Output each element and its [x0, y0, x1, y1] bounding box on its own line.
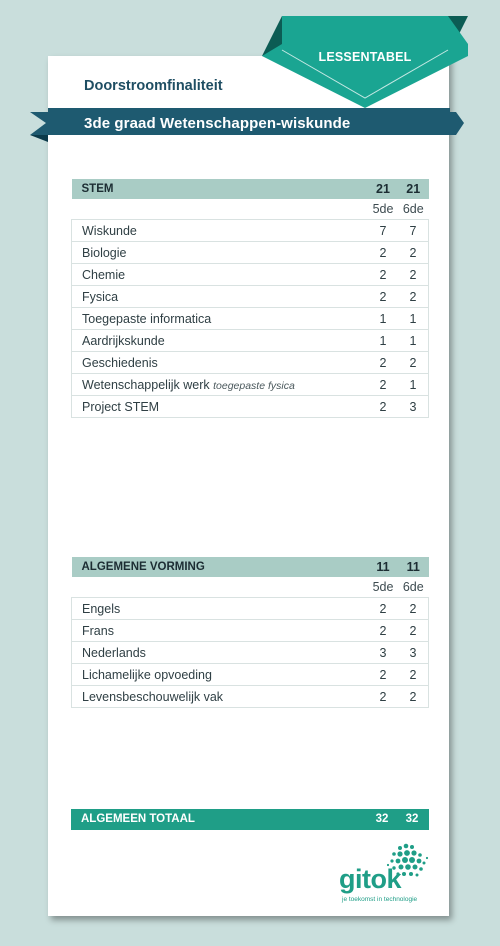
subject-name: Engels: [72, 598, 369, 620]
table-row: [72, 598, 429, 620]
year-label-5: 5de: [372, 202, 394, 216]
hours-5: 2: [368, 374, 398, 396]
subject-name: Wetenschappelijk werk: [82, 377, 210, 392]
table-row: [72, 664, 429, 686]
hours-5: 3: [368, 642, 398, 664]
subject-name-with-note: [72, 374, 369, 396]
hours-6: 2: [398, 664, 429, 686]
logo-tagline: je toekomst in technologie: [342, 896, 418, 903]
table-row: [72, 620, 429, 642]
subject-name: Nederlands: [72, 642, 369, 664]
hours-6: 1: [398, 308, 429, 330]
stem-header-row: [72, 179, 429, 199]
hours-6: 7: [398, 220, 429, 242]
subject-name: Fysica: [72, 286, 369, 308]
hours-5: 2: [368, 242, 398, 264]
total-label: ALGEMEEN TOTAAL: [81, 813, 195, 825]
banner: [30, 108, 464, 142]
algemene-title: ALGEMENE VORMING: [72, 557, 369, 577]
hours-6: 2: [398, 242, 429, 264]
logo-wordmark: gitok: [339, 864, 401, 894]
algemene-total-6: 11: [398, 557, 429, 577]
hours-6: 1: [398, 330, 429, 352]
table-row: [72, 264, 429, 286]
subject-name: Lichamelijke opvoeding: [72, 664, 369, 686]
year-label-6: 6de: [402, 202, 424, 216]
stem-table: [71, 179, 429, 418]
subject-name: Toegepaste informatica: [72, 308, 369, 330]
algemene-years-row: [72, 577, 429, 598]
hours-6: 3: [398, 642, 429, 664]
hours-5: 2: [368, 396, 398, 418]
subject-name: Geschiedenis: [72, 352, 369, 374]
ribbon-label: LESSENTABEL: [318, 50, 412, 64]
algemene-header-row: [72, 557, 429, 577]
hours-6: 2: [398, 286, 429, 308]
table-row: [72, 352, 429, 374]
total-6: 32: [405, 813, 419, 825]
stem-total-6: 21: [398, 179, 429, 199]
subject-name: Aardrijkskunde: [72, 330, 369, 352]
stem-years-row: [72, 199, 429, 220]
table-row: [72, 286, 429, 308]
table-row: [72, 374, 429, 396]
table-row: [72, 686, 429, 708]
hours-5: 2: [368, 598, 398, 620]
table-row: [72, 642, 429, 664]
total-5: 32: [375, 813, 389, 825]
ribbon-shape: [262, 16, 468, 112]
table-row: [72, 220, 429, 242]
table-row: [72, 308, 429, 330]
hours-6: 2: [398, 620, 429, 642]
subject-name: Project STEM: [72, 396, 369, 418]
hours-6: 2: [398, 598, 429, 620]
hours-5: 2: [368, 686, 398, 708]
stem-total-5: 21: [368, 179, 398, 199]
hours-6: 3: [398, 396, 429, 418]
hours-5: 2: [368, 352, 398, 374]
algemeen-totaal-bar: [71, 809, 429, 830]
stem-title: STEM: [72, 179, 369, 199]
hours-5: 2: [368, 620, 398, 642]
table-row: [72, 330, 429, 352]
algemene-total-5: 11: [368, 557, 398, 577]
hours-6: 2: [398, 352, 429, 374]
hours-5: 2: [368, 664, 398, 686]
hours-6: 1: [398, 374, 429, 396]
hours-5: 1: [368, 308, 398, 330]
hours-5: 7: [368, 220, 398, 242]
table-row: [72, 396, 429, 418]
subject-name: Biologie: [72, 242, 369, 264]
table-row: [72, 242, 429, 264]
subject-name: Levensbeschouwelijk vak: [72, 686, 369, 708]
subject-name: Chemie: [72, 264, 369, 286]
finaliteit-title: Doorstroomfinaliteit: [84, 78, 223, 94]
hours-6: 2: [398, 686, 429, 708]
hours-5: 2: [368, 264, 398, 286]
year-label-5: 5de: [372, 580, 394, 594]
hours-6: 2: [398, 264, 429, 286]
banner-title: 3de graad Wetenschappen-wiskunde: [84, 115, 351, 132]
lessentabel-ribbon: [262, 16, 468, 112]
hours-5: 1: [368, 330, 398, 352]
subject-name: Frans: [72, 620, 369, 642]
hours-5: 2: [368, 286, 398, 308]
subject-note: toegepaste fysica: [213, 379, 295, 392]
gitok-logo: [336, 842, 436, 912]
year-label-6: 6de: [402, 580, 424, 594]
algemene-vorming-table: [71, 557, 429, 708]
subject-name: Wiskunde: [72, 220, 369, 242]
